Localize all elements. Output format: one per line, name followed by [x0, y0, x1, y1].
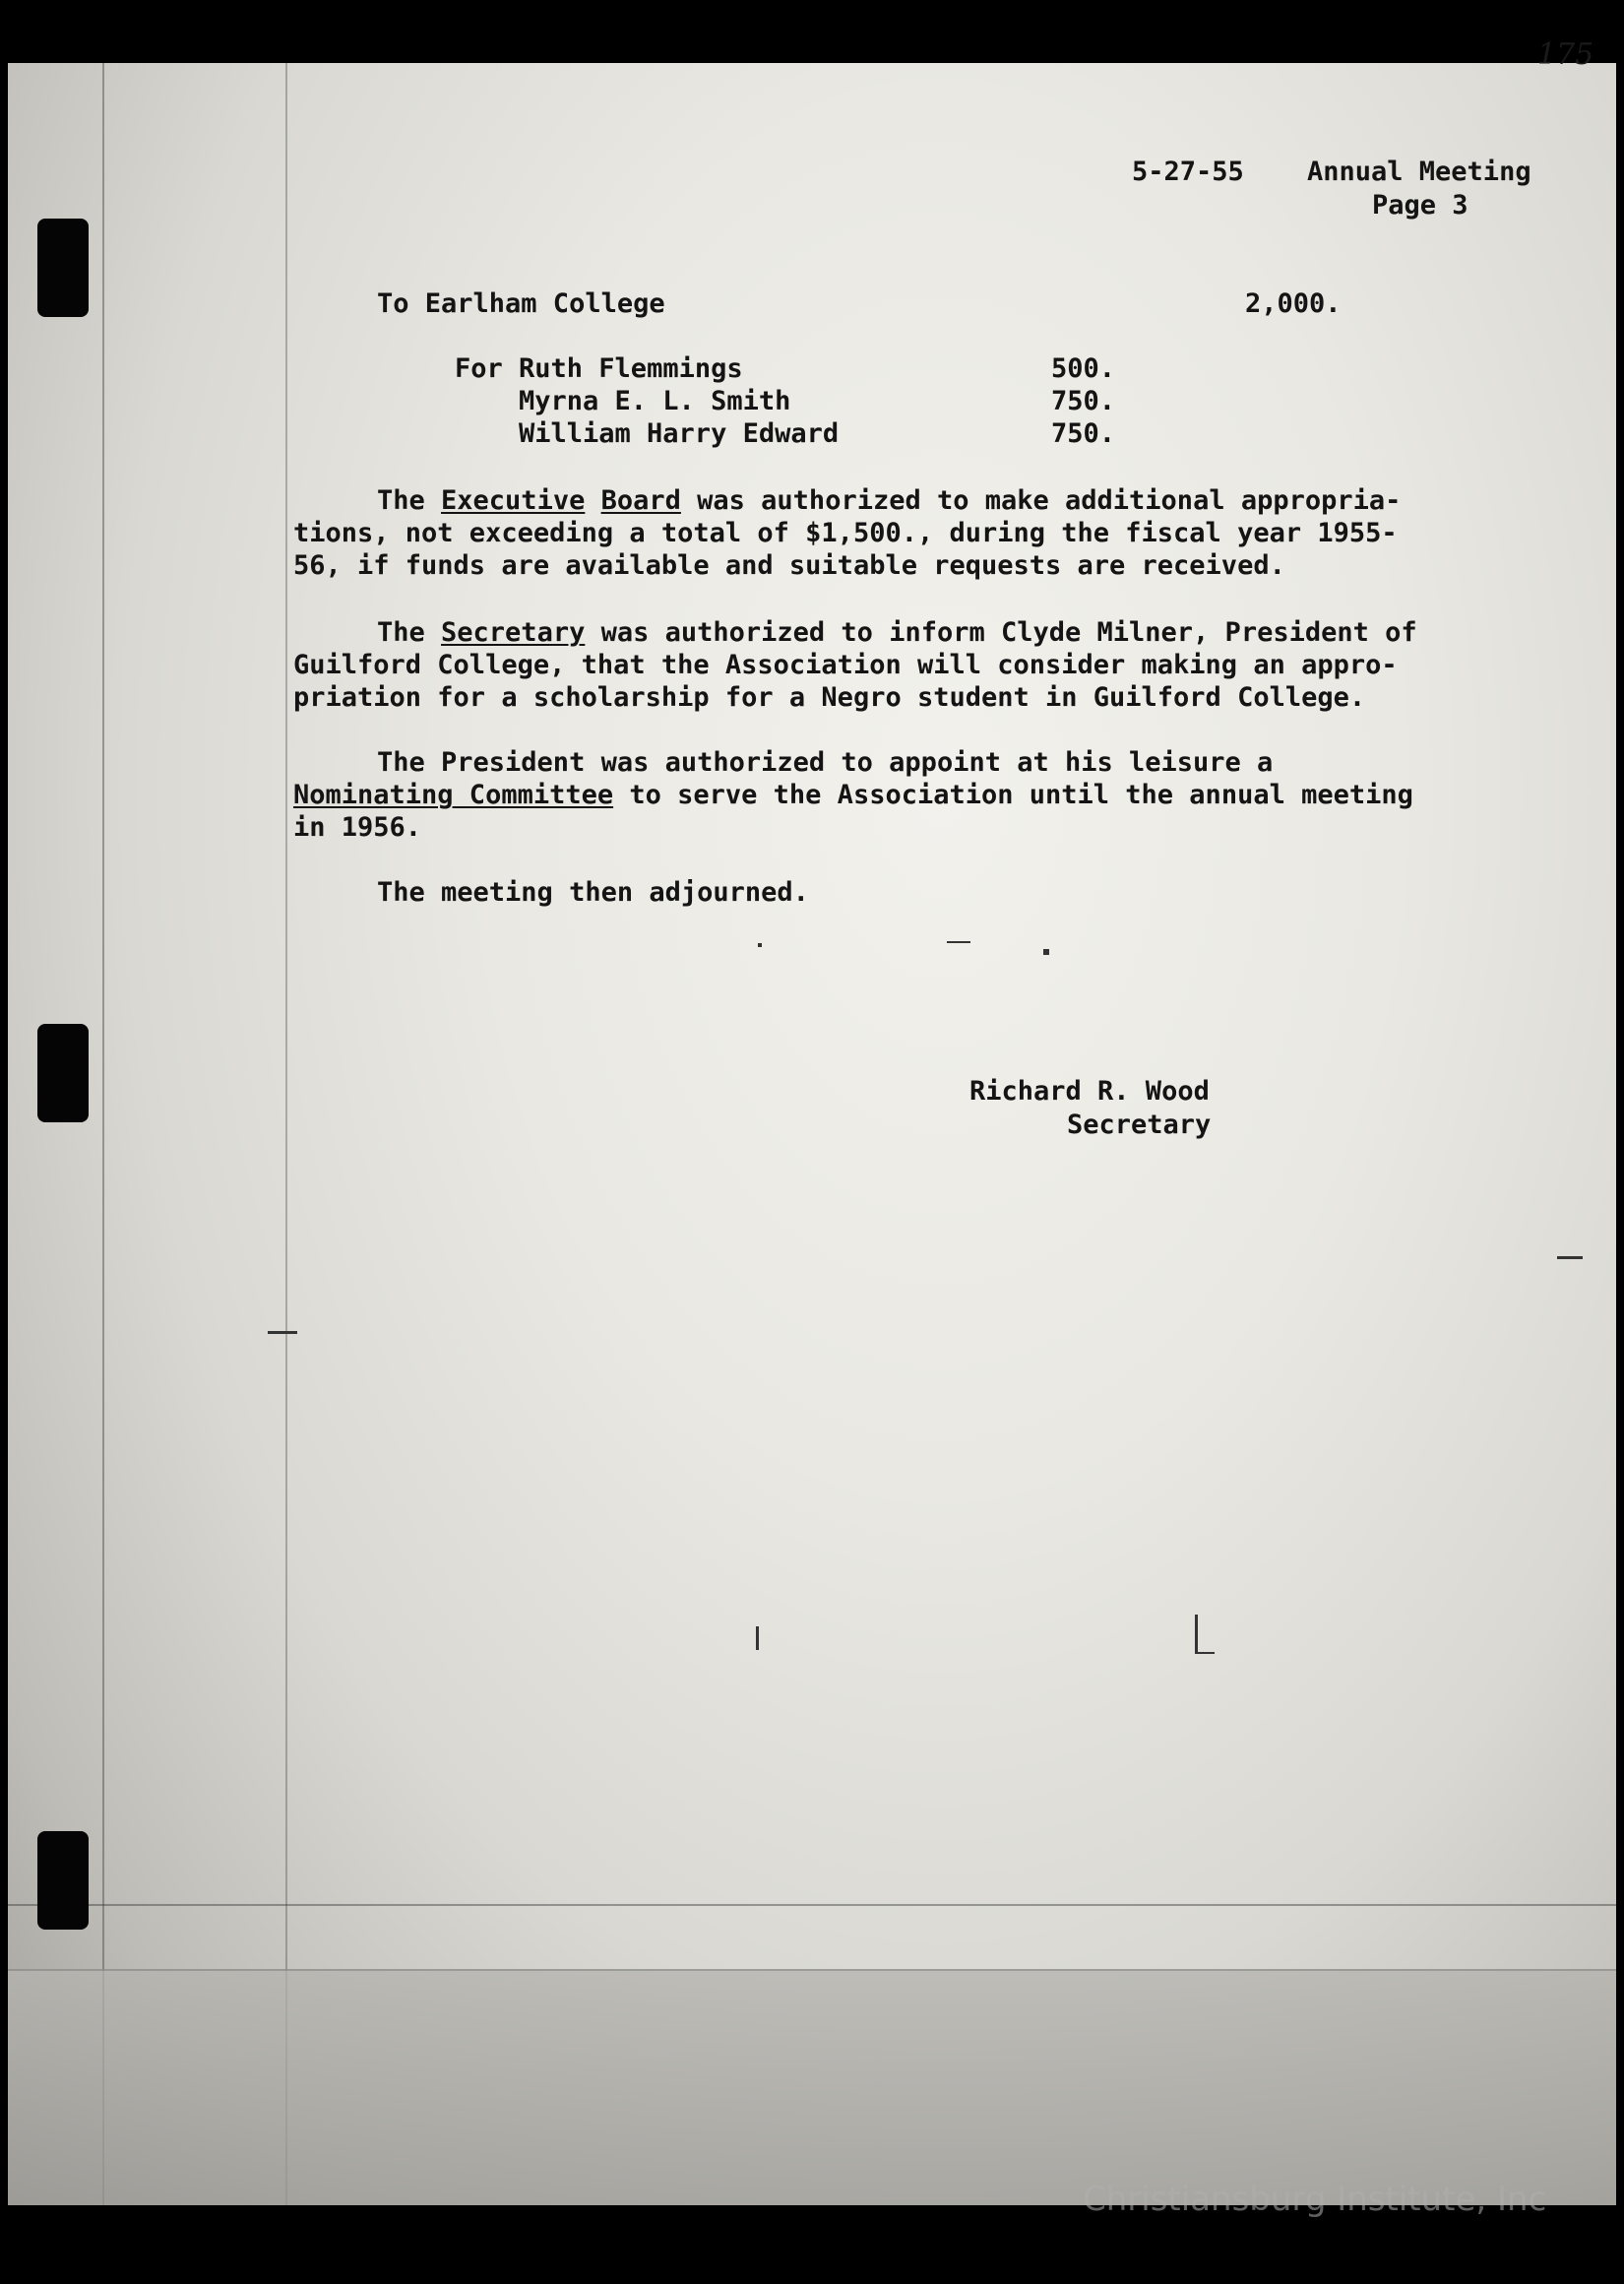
scan-speck: [1043, 949, 1049, 955]
page-folio-number: 175: [1537, 37, 1594, 72]
margin-rule-inner: [285, 63, 287, 2205]
appropriation-item-amount: 500.: [1051, 353, 1116, 384]
scan-speck: [1557, 1256, 1583, 1259]
fold-line: [8, 1904, 1616, 1906]
paragraph-adjourned: The meeting then adjourned.: [377, 877, 809, 908]
appropriation-item-amount: 750.: [1051, 386, 1116, 416]
appropriation-item-amount: 750.: [1051, 418, 1116, 449]
scan-speck: [1195, 1615, 1198, 1654]
appropriation-main-label: To Earlham College: [377, 288, 665, 319]
signature-name: Richard R. Wood: [969, 1076, 1210, 1107]
paragraph-nominating-line1: The President was authorized to appoint at his leisure a: [377, 747, 1274, 778]
scan-speck: [756, 1626, 759, 1650]
paragraph-nominating-line2: Nominating Committee to serve the Association until the annual meeting: [293, 780, 1413, 810]
paragraph-nominating-line3: in 1956.: [293, 812, 422, 843]
binder-hole-bottom: [37, 1831, 89, 1930]
paragraph-executive-board-line3: 56, if funds are available and suitable requests are received.: [293, 550, 1285, 581]
appropriation-item-label: For Ruth Flemmings: [455, 353, 743, 384]
page-number: Page 3: [1372, 190, 1468, 221]
paragraph-executive-board-line1: The Executive Board was authorized to make additional appropria-: [377, 485, 1402, 516]
underlined-secretary: Secretary: [441, 617, 586, 648]
underlined-board: Board: [600, 485, 681, 516]
underlined-executive: Executive: [441, 485, 586, 516]
appropriation-item-label: Myrna E. L. Smith: [519, 386, 791, 416]
binder-hole-middle: [37, 1024, 89, 1122]
paragraph-secretary-line2: Guilford College, that the Association will consider making an appro-: [293, 650, 1398, 680]
fold-line-lower: [8, 1969, 1616, 1971]
scan-speck: [947, 941, 970, 943]
appropriation-item-label: William Harry Edward: [519, 418, 840, 449]
meeting-title: Annual Meeting: [1307, 157, 1531, 187]
underlined-nominating-committee: Nominating Committee: [293, 780, 614, 810]
scan-speck: [758, 943, 762, 947]
margin-rule-left: [102, 63, 104, 2205]
paragraph-secretary-line3: priation for a scholarship for a Negro student in Guilford College.: [293, 682, 1366, 713]
paragraph-secretary-line1: The Secretary was authorized to inform Clyde Milner, President of: [377, 617, 1417, 648]
watermark-text: Christiansburg Institute, Inc: [1083, 2180, 1547, 2219]
document-page: [8, 63, 1616, 2205]
scan-speck: [268, 1331, 297, 1334]
meeting-date: 5-27-55: [1132, 157, 1244, 187]
paragraph-executive-board-line2: tions, not exceeding a total of $1,500., during the fiscal year 1955-: [293, 518, 1398, 548]
scan-speck: [1197, 1652, 1215, 1654]
binder-hole-top: [37, 219, 89, 317]
signature-role: Secretary: [1067, 1110, 1212, 1140]
appropriation-main-amount: 2,000.: [1245, 288, 1342, 319]
page-bottom-band: [8, 1969, 1616, 2205]
